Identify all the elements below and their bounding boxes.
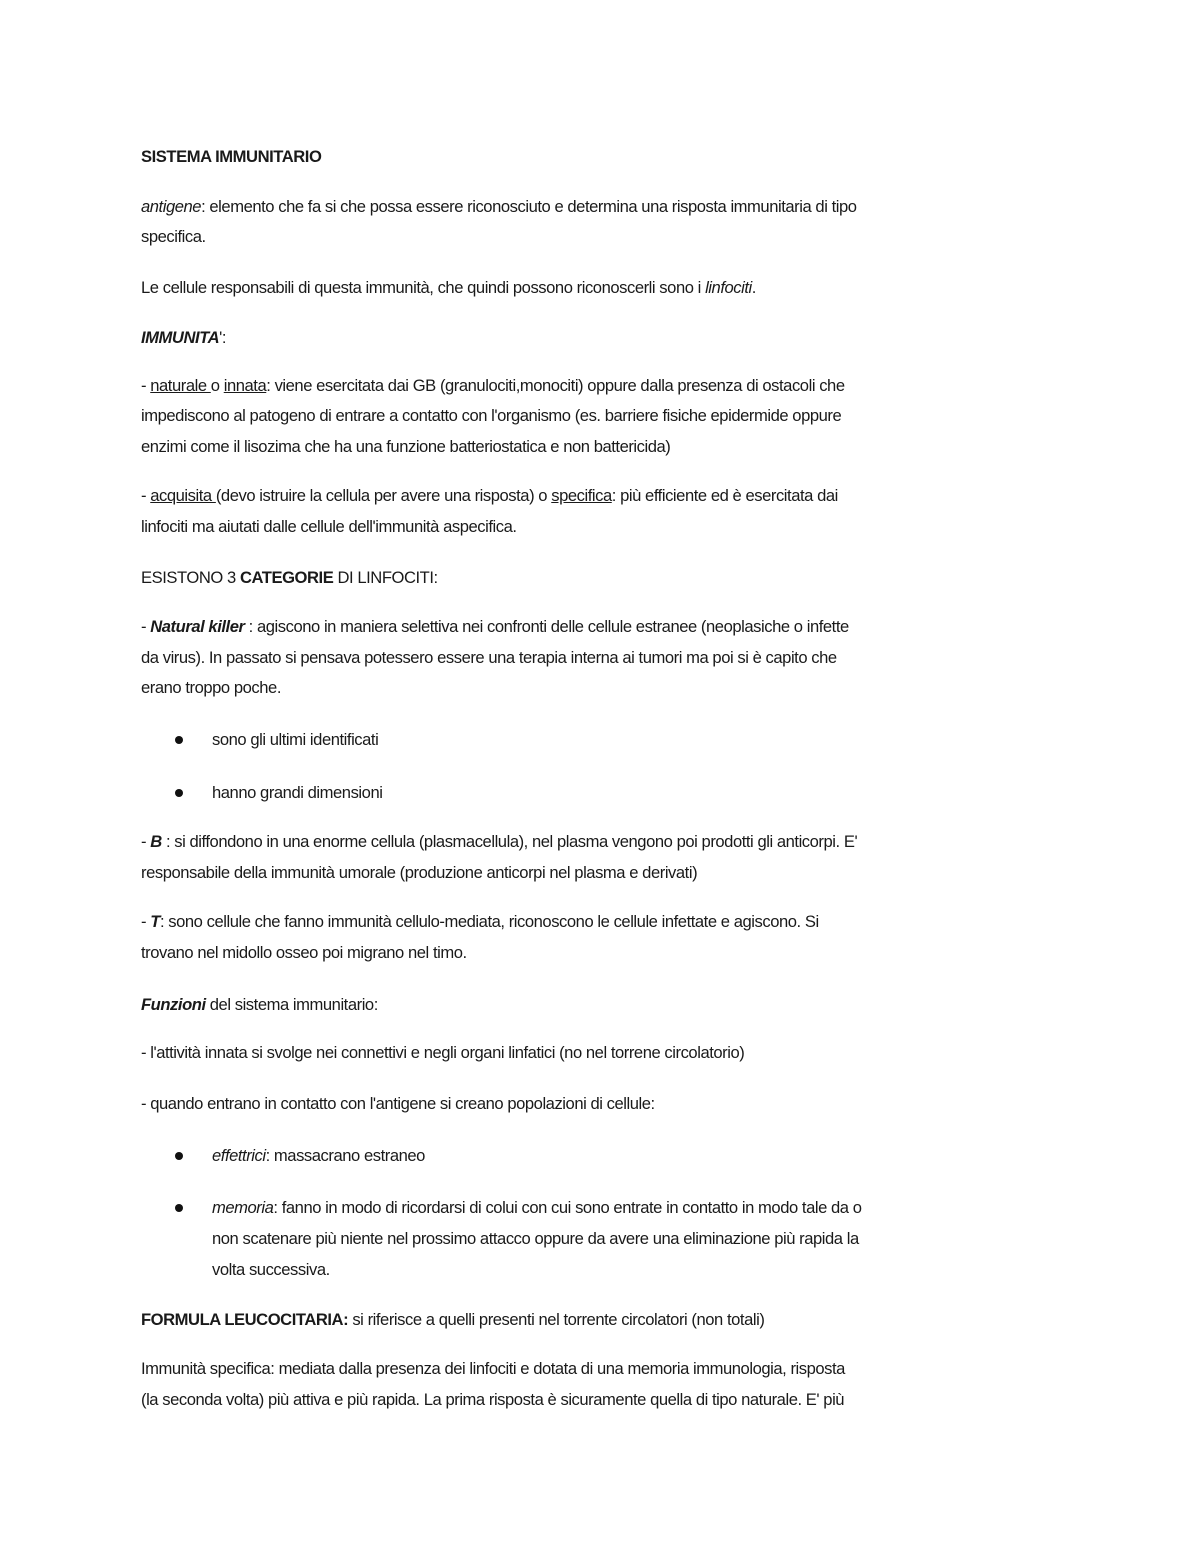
text-segment: -	[141, 486, 151, 505]
text-segment: si riferisce a quelli presenti nel torrente circolatori (non totali)	[348, 1310, 765, 1329]
text-segment: enzimi come il lisozima che ha una funzione batteriostatica e non battericida)	[141, 437, 671, 456]
text-segment: -	[141, 832, 151, 851]
text-line	[141, 943, 467, 963]
text-segment: ':	[219, 328, 227, 347]
text-segment: Natural killer	[150, 617, 245, 636]
text-line	[141, 995, 378, 1015]
text-line	[141, 863, 697, 883]
text-line	[141, 1310, 764, 1330]
text-line	[141, 406, 841, 426]
text-line	[212, 1260, 330, 1280]
text-segment: memoria	[212, 1198, 274, 1217]
text-segment: o	[210, 376, 224, 395]
text-segment: impediscono al patogeno di entrare a contatto con l'organismo (es. barriere fisiche epidermide oppure	[141, 406, 842, 425]
text-line	[141, 832, 857, 852]
text-segment: : fanno in modo di ricordarsi di colui con cui sono entrate in contatto in modo tale da o	[273, 1198, 862, 1217]
text-segment: -	[141, 617, 151, 636]
text-line	[141, 568, 438, 588]
text-line	[141, 912, 819, 932]
text-line	[141, 617, 849, 637]
text-segment: CATEGORIE	[239, 568, 334, 587]
text-line	[141, 227, 206, 247]
text-segment: acquisita	[150, 486, 216, 505]
text-segment: : viene esercitata dai GB (granulociti,monociti) oppure dalla presenza di ostacoli che	[266, 376, 845, 395]
text-line	[141, 648, 837, 668]
text-segment: ESISTONO 3	[141, 568, 240, 587]
bullet-item	[212, 730, 378, 750]
text-segment: SISTEMA IMMUNITARIO	[141, 147, 322, 166]
text-segment: non scatenare più niente nel prossimo attacco oppure da avere una eliminazione più rapida la	[212, 1229, 859, 1248]
text-line	[141, 678, 281, 698]
text-segment: effettrici	[212, 1146, 266, 1165]
bullet-item	[212, 783, 382, 803]
text-line	[141, 517, 517, 537]
text-segment: FORMULA LEUCOCITARIA:	[141, 1310, 349, 1329]
text-segment: hanno grandi dimensioni	[212, 783, 383, 802]
text-segment: erano troppo poche.	[141, 678, 281, 697]
text-segment: innata	[223, 376, 267, 395]
text-segment: -	[141, 376, 151, 395]
text-line	[141, 328, 226, 348]
text-line	[141, 1359, 845, 1379]
text-line	[141, 437, 670, 457]
text-segment: sono gli ultimi identificati	[212, 730, 379, 749]
text-segment: : agiscono in maniera selettiva nei confronti delle cellule estranee (neoplasiche o infette	[244, 617, 849, 636]
text-segment: : più efficiente ed è esercitata dai	[611, 486, 838, 505]
bullet-icon	[175, 1204, 183, 1212]
text-segment: antigene	[141, 197, 202, 216]
text-segment: Immunità specifica: mediata dalla presenza dei linfociti e dotata di una memoria immunologia, risposta	[141, 1359, 845, 1378]
text-segment: : elemento che fa si che possa essere riconosciuto e determina una risposta immunitaria di tipo	[201, 197, 857, 216]
text-segment: linfociti ma aiutati dalle cellule dell'immunità aspecifica.	[141, 517, 517, 536]
text-segment: trovano nel midollo osseo poi migrano nel timo.	[141, 943, 467, 962]
text-segment: -	[141, 912, 151, 931]
text-segment: specifica	[551, 486, 612, 505]
text-line	[141, 278, 756, 298]
text-segment: - l'attività innata si svolge nei connettivi e negli organi linfatici (no nel torrene circolatorio)	[141, 1043, 745, 1062]
text-segment: : massacrano estraneo	[265, 1146, 425, 1165]
text-segment: Funzioni	[141, 995, 206, 1014]
text-segment: (la seconda volta) più attiva e più rapida. La prima risposta è sicuramente quella di tipo naturale. E' più	[141, 1390, 845, 1409]
bullet-icon	[175, 789, 183, 797]
text-segment: DI LINFOCITI:	[333, 568, 438, 587]
text-line	[141, 1094, 655, 1114]
text-line	[141, 486, 838, 506]
text-segment: B	[150, 832, 162, 851]
text-line	[141, 147, 321, 167]
text-segment: .	[751, 278, 756, 297]
text-line	[212, 1229, 859, 1249]
text-segment: del sistema immunitario:	[205, 995, 378, 1014]
text-segment: linfociti	[705, 278, 752, 297]
text-segment: naturale	[150, 376, 211, 395]
bullet-icon	[175, 1152, 183, 1160]
text-line	[141, 1043, 744, 1063]
text-segment: : sono cellule che fanno immunità cellulo-mediata, riconoscono le cellule infettate e agiscono. Si	[159, 912, 819, 931]
text-segment: volta successiva.	[212, 1260, 330, 1279]
text-segment: : si diffondono in una enorme cellula (plasmacellula), nel plasma vengono poi prodotti gli anticorpi. E'	[161, 832, 858, 851]
bullet-item	[212, 1198, 862, 1218]
text-segment: Le cellule responsabili di questa immunità, che quindi possono riconoscerli sono i	[141, 278, 706, 297]
text-segment: specifica.	[141, 227, 206, 246]
text-segment: responsabile della immunità umorale (produzione anticorpi nel plasma e derivati)	[141, 863, 698, 882]
text-segment: T	[150, 912, 160, 931]
text-line	[141, 376, 845, 396]
text-line	[141, 197, 857, 217]
text-segment: - quando entrano in contatto con l'antigene si creano popolazioni di cellule:	[141, 1094, 655, 1113]
text-segment: (devo istruire la cellula per avere una risposta) o	[215, 486, 552, 505]
bullet-item	[212, 1146, 425, 1166]
text-line	[141, 1390, 844, 1410]
text-segment: da virus). In passato si pensava potessero essere una terapia interna ai tumori ma poi si è capito che	[141, 648, 837, 667]
bullet-icon	[175, 736, 183, 744]
text-segment: IMMUNITA	[141, 328, 220, 347]
